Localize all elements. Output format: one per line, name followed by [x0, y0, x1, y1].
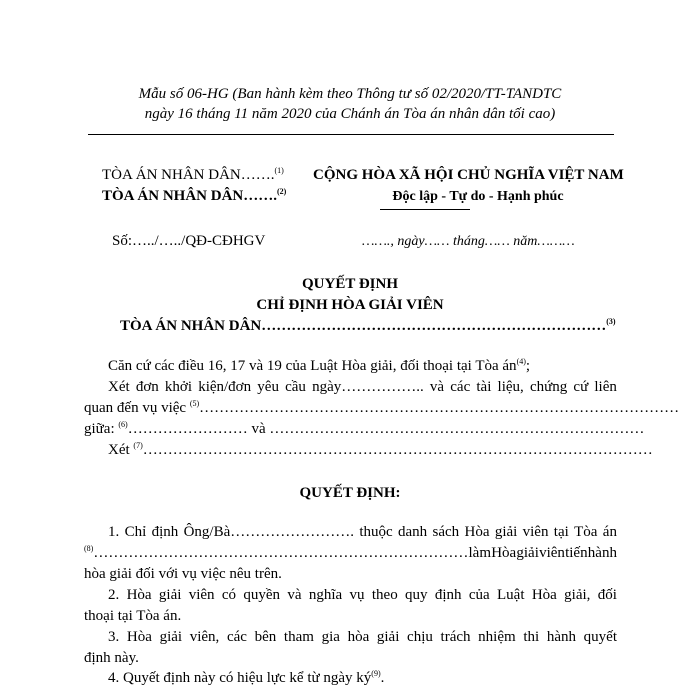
- court-name-1: [102, 167, 284, 184]
- legal-basis-text: Căn cứ các điều 16, 17 và 19 của Luật Hòa giải, đối thoại tại Tòa án: [108, 358, 517, 374]
- punctuation: ;: [525, 358, 531, 374]
- word: nghĩa: [308, 587, 343, 603]
- word: của: [468, 587, 490, 603]
- word: tài: [476, 379, 492, 395]
- article-3-line2: định này.: [84, 650, 139, 666]
- word: định: [151, 524, 179, 540]
- form-reference-line2: ngày 16 tháng 11 năm 2020 của Chánh án Tòa án nhân dân tối cao): [144, 106, 556, 122]
- word: 2.: [108, 587, 120, 603]
- issue-date: ……., ngày…… tháng…… năm………: [362, 234, 575, 249]
- fill-dots: …………………………………………………………………: [93, 545, 469, 561]
- word: 1.: [108, 524, 120, 540]
- word: viên: [188, 587, 215, 603]
- decision-heading: QUYẾT ĐỊNH:: [299, 485, 401, 501]
- word: Hòa: [491, 545, 517, 561]
- national-motto: Độc lập - Tự do - Hạnh phúc: [392, 189, 564, 204]
- preamble-petition-line: [108, 379, 617, 396]
- parties-label: giữa:: [84, 421, 115, 437]
- preamble-consider-line: [108, 441, 653, 459]
- word: hòa: [347, 629, 370, 645]
- word: Xét: [108, 379, 130, 395]
- word: tham: [283, 629, 314, 645]
- word: chứng: [529, 379, 568, 395]
- word: giải,: [564, 587, 591, 603]
- word: liệu,: [497, 379, 524, 395]
- note-ref: (5): [189, 399, 200, 408]
- word: quyền: [243, 587, 281, 603]
- note-ref: (1): [274, 166, 284, 175]
- form-reference-line1: Mẫu số 06-HG (Ban hành kèm theo Thông tư số 02/2020/TT-TANDTC: [138, 86, 562, 102]
- word: [84, 545, 468, 562]
- word: thuộc: [359, 524, 393, 540]
- word: 3.: [108, 629, 120, 645]
- word: viên: [522, 524, 549, 540]
- word: và: [429, 379, 445, 395]
- word: thi: [523, 629, 540, 645]
- document-number: Số:…../…../QĐ-CĐHGV: [112, 233, 266, 249]
- word: yêu: [257, 379, 279, 395]
- preamble-parties-line: [84, 420, 645, 438]
- court-name-2-text: TÒA ÁN NHÂN DÂN…….: [102, 188, 278, 204]
- court-name-2: [102, 188, 286, 205]
- word: Ông/Bà…………………….: [183, 524, 355, 540]
- word: làm: [468, 545, 492, 561]
- word: viên: [539, 545, 565, 561]
- word: quyết: [583, 629, 617, 645]
- note-ref: (6): [118, 420, 128, 429]
- note-ref: (3): [606, 317, 616, 326]
- word: kiện/đơn: [198, 379, 252, 395]
- word: viên,: [189, 629, 220, 645]
- word: giải: [158, 587, 182, 603]
- word: các: [226, 629, 247, 645]
- word: đơn: [135, 379, 159, 395]
- decision-subtitle: CHỈ ĐỊNH HÒA GIẢI VIÊN: [256, 297, 444, 313]
- word: liên: [594, 379, 617, 395]
- nation-name: CỘNG HÒA XÃ HỘI CHỦ NGHĨA VIỆT NAM: [313, 167, 624, 183]
- word: giải: [376, 629, 400, 645]
- word: trách: [440, 629, 471, 645]
- word: khởi: [164, 379, 193, 395]
- word: Luật: [497, 587, 525, 603]
- article-1-line3: hòa giải đối với vụ việc nêu trên.: [84, 566, 282, 582]
- word: và: [287, 587, 302, 603]
- punctuation: .: [380, 670, 385, 686]
- note-ref: (4): [516, 357, 526, 366]
- case-label: quan đến vụ việc: [84, 400, 187, 416]
- article-4: [108, 670, 384, 687]
- word: ngày……………..: [312, 379, 424, 395]
- conjunction: và: [251, 421, 266, 437]
- word: Hòa: [126, 629, 152, 645]
- word: tại: [553, 524, 569, 540]
- word: danh: [398, 524, 428, 540]
- word: giải: [159, 629, 183, 645]
- word: Tòa: [574, 524, 598, 540]
- word: theo: [371, 587, 398, 603]
- article-1-line1: [108, 524, 617, 541]
- article-2-line1: [108, 587, 617, 604]
- word: tiến: [565, 545, 588, 561]
- note-ref: (7): [133, 441, 143, 450]
- word: Hòa: [531, 587, 557, 603]
- word: sách: [432, 524, 460, 540]
- note-ref: (9): [371, 669, 381, 678]
- word: Chỉ: [124, 524, 147, 540]
- word: quy: [405, 587, 428, 603]
- word: đối: [597, 587, 617, 603]
- decision-title: QUYẾT ĐỊNH: [302, 276, 398, 292]
- issuing-court: [120, 318, 616, 335]
- word: bên: [254, 629, 277, 645]
- article-3-line1: [108, 629, 617, 646]
- word: cứ: [573, 379, 589, 395]
- article-2-line2: thoại tại Tòa án.: [84, 608, 182, 624]
- word: chịu: [407, 629, 433, 645]
- word: nhiệm: [478, 629, 516, 645]
- fill-dots: …………………………………………………………………………………………: [142, 442, 653, 458]
- note-ref: (2): [277, 187, 287, 196]
- court-name-1-text: TÒA ÁN NHÂN DÂN…….: [102, 167, 275, 183]
- article-4-text: 4. Quyết định này có hiệu lực kể từ ngày ký: [108, 670, 372, 686]
- issuing-court-text: TÒA ÁN NHÂN DÂN……………………………………………………………: [120, 318, 607, 334]
- word: giải: [494, 524, 518, 540]
- word: vụ: [349, 587, 365, 603]
- consider-label: Xét: [108, 442, 130, 458]
- word: các: [450, 379, 471, 395]
- word: hành: [587, 545, 617, 561]
- header-divider: [88, 134, 614, 135]
- word: hành: [546, 629, 576, 645]
- word: án: [602, 524, 617, 540]
- motto-underline: [380, 209, 470, 210]
- word: cầu: [285, 379, 306, 395]
- word: giải: [516, 545, 539, 561]
- article-1-line2: [84, 545, 617, 562]
- preamble-legal-basis: [108, 358, 530, 375]
- fill-dots: ……………………………………………………………………………………: [199, 400, 680, 416]
- fill-dots: …………………………………………………………………: [269, 421, 645, 437]
- fill-dots: ……………………: [127, 421, 248, 437]
- word: Hòa: [464, 524, 490, 540]
- word: có: [221, 587, 237, 603]
- preamble-case-line: [84, 399, 680, 417]
- note-ref: (8): [84, 544, 94, 553]
- word: định: [434, 587, 462, 603]
- word: Hòa: [126, 587, 152, 603]
- word: gia: [321, 629, 340, 645]
